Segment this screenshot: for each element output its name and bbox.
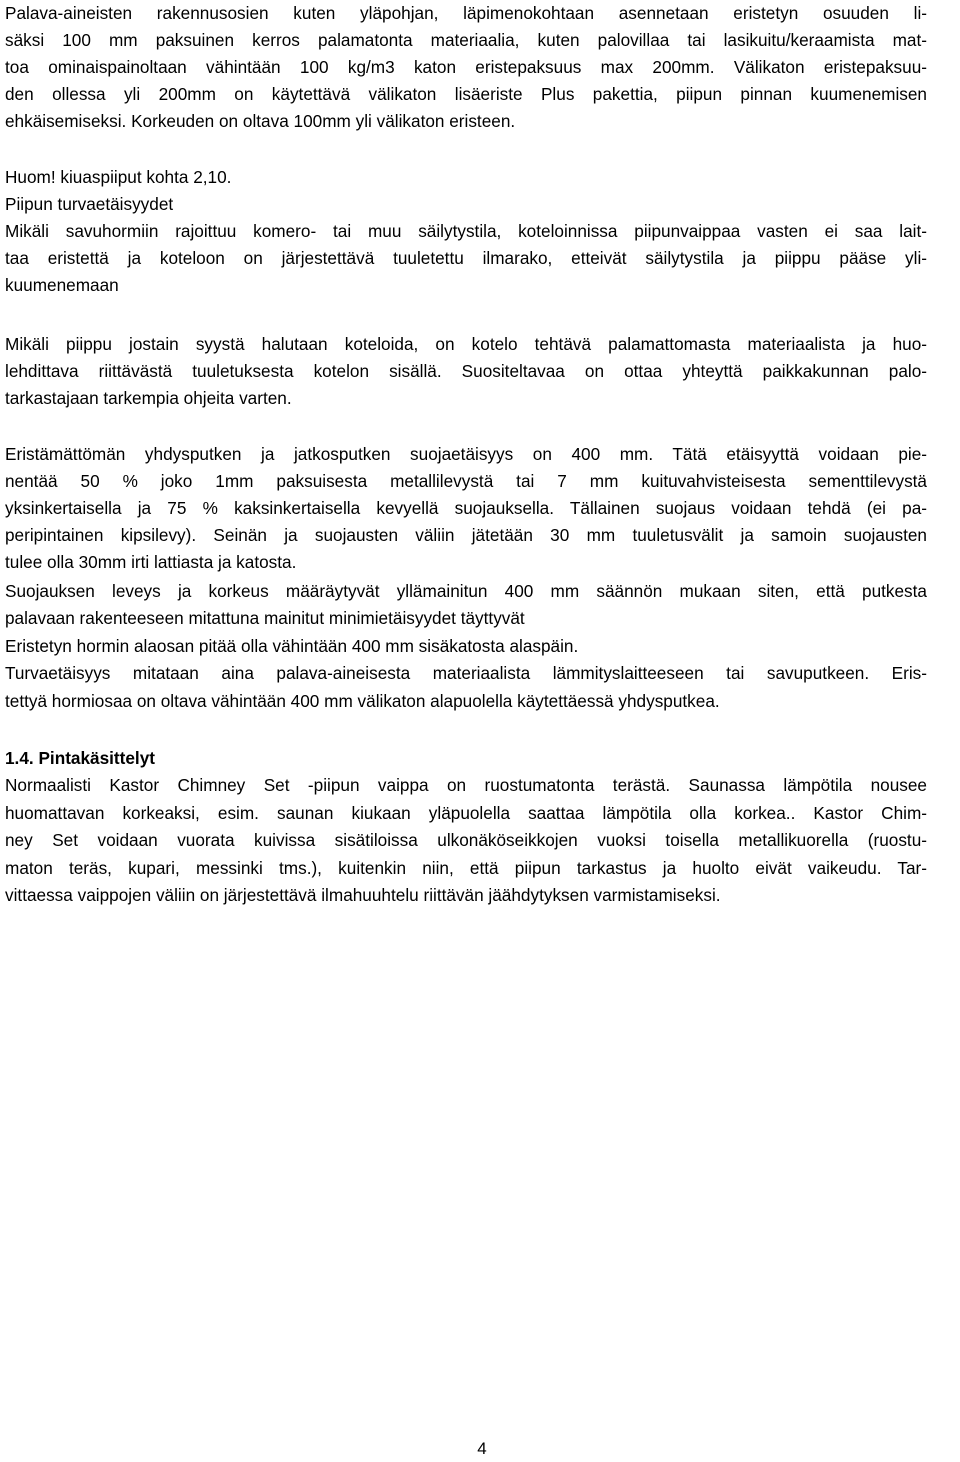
safety-heading: Piipun turvaetäisyydet: [5, 194, 174, 214]
paragraph-line: Palava-aineisten rakennusosien kuten yläpohjan, läpimenokohtaan asennetaan eristetyn osuuden li-: [5, 3, 927, 23]
paragraph-line: ehkäisemiseksi. Korkeuden on oltava 100mm yli välikaton eristeen.: [5, 111, 516, 131]
page-number: 4: [477, 1439, 487, 1458]
section-number: 1.4.: [5, 748, 34, 768]
paragraph-line: tarkastajaan tarkempia ohjeita varten.: [5, 388, 292, 408]
paragraph-line: Eristämättömän yhdysputken ja jatkosputken suojaetäisyys on 400 mm. Tätä etäisyyttä voidaan pie-: [5, 444, 927, 464]
paragraph-line: Mikäli piippu jostain syystä halutaan koteloida, on kotelo tehtävä palamattomasta materiaalista ja huo-: [5, 334, 927, 354]
paragraph-line: säksi 100 mm paksuinen kerros palamatonta materiaalia, kuten palovillaa tai lasikuitu/keraamista mat-: [5, 30, 927, 50]
paragraph-line: Suojauksen leveys ja korkeus määräytyvät yllämainitun 400 mm säännön mukaan siten, että putkesta: [5, 581, 927, 601]
paragraph-line: palavaan rakenteeseen mitattuna mainitut minimietäisyydet täyttyvät: [5, 608, 525, 628]
paragraph-line: huomattavan korkeaksi, esim. saunan kiukaan yläpuolella saattaa lämpötila olla korkea.. Kastor Chim-: [5, 803, 927, 823]
paragraph-line: vittaessa vaippojen väliin on järjestettävä ilmahuuhtelu riittävän jäähdytyksen varmistamiseksi.: [5, 885, 721, 905]
paragraph-line: tulee olla 30mm irti lattiasta ja katosta.: [5, 552, 297, 572]
paragraph-line: taa eristettä ja koteloon on järjestettävä tuuletettu ilmarako, etteivät säilytystila ja piippu pääse yli-: [5, 248, 927, 268]
section-heading: [5, 745, 155, 772]
paragraph-line: peripintainen kipsilevy). Seinän ja suojausten väliin jätetään 30 mm tuuletusvälit ja samoin suojausten: [5, 525, 927, 545]
paragraph-line: Eristetyn hormin alaosan pitää olla vähintään 400 mm sisäkatosta alaspäin.: [5, 636, 579, 656]
paragraph-line: Turvaetäisyys mitataan aina palava-aineisesta materiaalista lämmityslaitteeseen tai savuputkeen. Eris-: [5, 663, 927, 683]
section-title: Pintakäsittelyt: [38, 748, 155, 768]
paragraph-line: maton teräs, kupari, messinki tms.), kuitenkin niin, että piipun tarkastus ja huolto eivät vaikeudu. Tar-: [5, 858, 927, 878]
paragraph-line: den ollessa yli 200mm on käytettävä välikaton lisäeriste Plus pakettia, piipun pinnan kuumenemisen: [5, 84, 927, 104]
note-text: Huom! kiuaspiiput kohta 2,10.: [5, 167, 232, 187]
paragraph-line: Normaalisti Kastor Chimney Set -piipun vaippa on ruostumatonta terästä. Saunassa lämpötila nousee: [5, 775, 927, 795]
paragraph-line: toa ominaispainoltaan vähintään 100 kg/m3 katon eristepaksuus max 200mm. Välikaton eristepaksuu-: [5, 57, 927, 77]
paragraph-line: yksinkertaisella ja 75 % kaksinkertaisella kevyellä suojauksella. Tällainen suojaus voidaan tehdä (ei pa-: [5, 498, 927, 518]
paragraph-line: nentää 50 % joko 1mm paksuisesta metallilevystä tai 7 mm kuituvahvisteisesta sementtilevystä: [5, 471, 927, 491]
paragraph-line: ney Set voidaan vuorata kuivissa sisätiloissa ulkonäköseikkojen vuoksi toisella metallikuorella (ruostu-: [5, 830, 927, 850]
paragraph-line: lehdittava riittävästä tuuletuksesta kotelon sisällä. Suositeltavaa on ottaa yhteyttä paikkakunnan palo-: [5, 361, 927, 381]
paragraph-line: Mikäli savuhormiin rajoittuu komero- tai muu säilytystila, koteloinnissa piipunvaippaa vasten ei saa lait-: [5, 221, 927, 241]
paragraph-line: kuumenemaan: [5, 275, 119, 295]
paragraph-line: tettyä hormiosaa on oltava vähintään 400 mm välikaton alapuolella käytettäessä yhdysputkea.: [5, 691, 720, 711]
